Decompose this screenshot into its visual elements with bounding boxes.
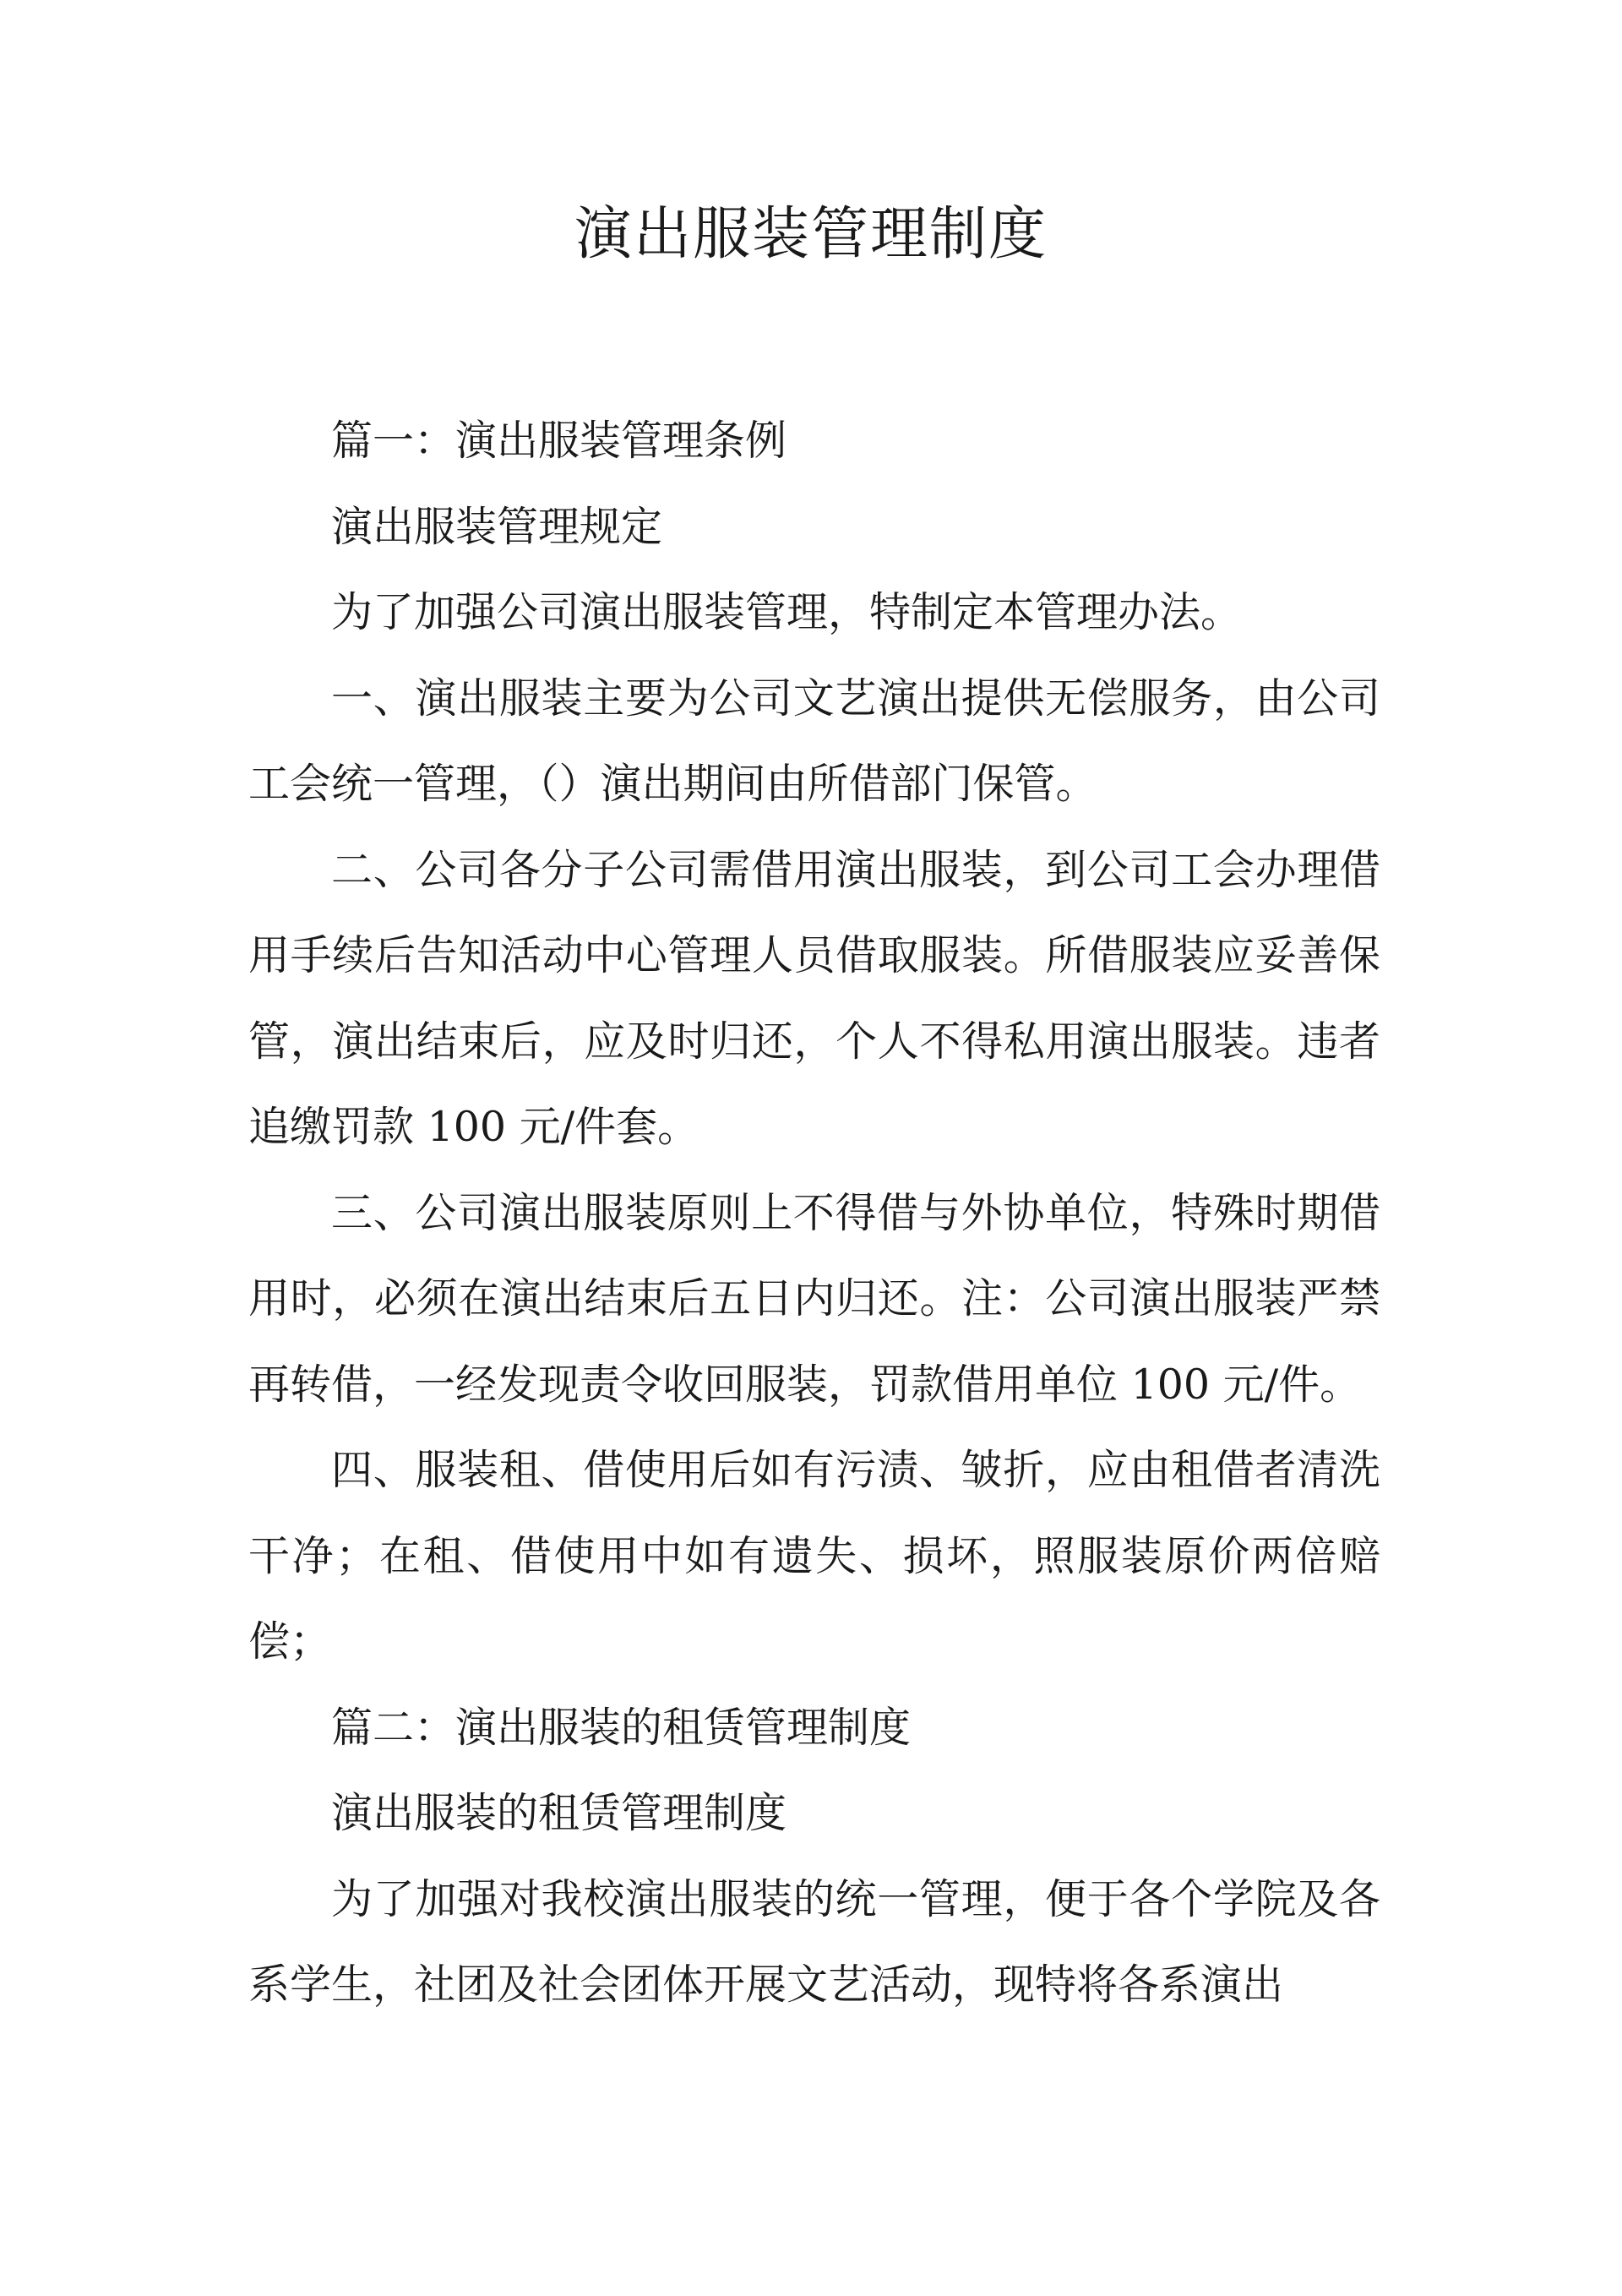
paragraph-clause-2: 二、公司各分子公司需借用演出服装，到公司工会办理借用手续后告知活动中心管理人员借取服装。所借服装应妥善保管，演出结束后，应及时归还，个人不得私用演出服装。违者追缴罚款 100 元/件套。: [248, 845, 1380, 1151]
section-heading-part-one: 篇一：演出服装管理条例: [331, 417, 787, 465]
subheading-rental-rules: 演出服装的租赁管理制度: [331, 1789, 787, 1837]
paragraph-clause-4: 四、服装租、借使用后如有污渍、皱折，应由租借者清洗干净；在租、借使用中如有遗失、损坏，照服装原价两倍赔偿；: [248, 1446, 1380, 1666]
paragraph-clause-3: 三、公司演出服装原则上不得借与外协单位，特殊时期借用时，必须在演出结束后五日内归还。注：公司演出服装严禁再转借，一经发现责令收回服装，罚款借用单位 100 元/件。: [248, 1188, 1380, 1409]
document-body: [248, 398, 1380, 2028]
subheading-regulations: 演出服装管理规定: [331, 502, 663, 551]
paragraph-purpose: 为了加强公司演出服装管理，特制定本管理办法。: [331, 588, 1243, 636]
paragraph-rental-purpose: 为了加强对我校演出服装的统一管理，便于各个学院及各系学生，社团及社会团体开展文艺活动，现特将各系演出: [248, 1874, 1380, 2009]
section-heading-part-two: 篇二：演出服装的租赁管理制度: [331, 1703, 912, 1752]
paragraph-clause-1: 一、演出服装主要为公司文艺演出提供无偿服务，由公司工会统一管理，（）演出期间由所借部门保管。: [248, 674, 1380, 808]
document-title: 演出服装管理制度: [574, 201, 1048, 268]
